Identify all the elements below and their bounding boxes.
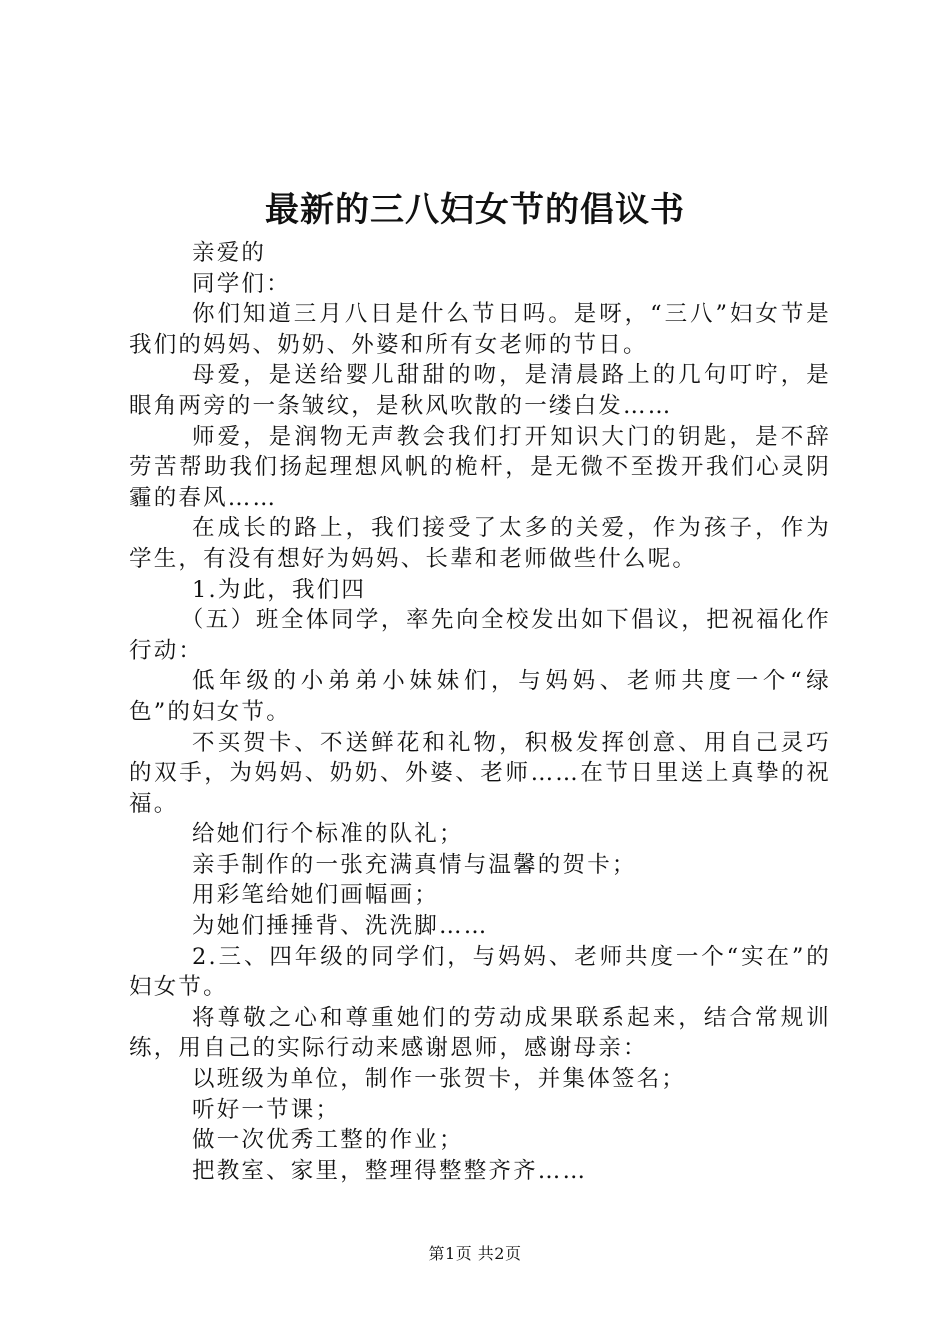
paragraph-respect: 将尊敬之心和尊重她们的劳动成果联系起来，结合常规训练，用自己的实际行动来感谢恩师，感谢母亲： xyxy=(129,1004,831,1062)
salutation-line-2: 同学们： xyxy=(192,270,291,297)
list-item-homework: 做一次优秀工整的作业； xyxy=(192,1127,464,1154)
list-item-back-rub: 为她们捶捶背、洗洗脚…… xyxy=(192,913,489,940)
list-item-tidy: 把教室、家里，整理得整整齐齐…… xyxy=(192,1157,588,1184)
paragraph-teacher-love: 师爱，是润物无声教会我们打开知识大门的钥匙，是不辞劳苦帮助我们扬起理想风帆的桅杆，是无微不至拨开我们心灵阴霾的春风…… xyxy=(129,423,831,511)
page-number-footer: 第1页 共2页 xyxy=(428,1244,522,1263)
list-item-listen: 听好一节课； xyxy=(192,1096,341,1123)
document-body xyxy=(129,238,831,1186)
paragraph-no-gifts: 不买贺卡、不送鲜花和礼物，积极发挥创意、用自己灵巧的双手，为妈妈、奶奶、外婆、老师……在节日里送上真挚的祝福。 xyxy=(129,729,831,817)
list-item-salute: 给她们行个标准的队礼； xyxy=(192,821,464,848)
paragraph-intro: 你们知道三月八日是什么节日吗。是呀，“三八”妇女节是我们的妈妈、奶奶、外婆和所有女老师的节日。 xyxy=(129,301,831,358)
paragraph-item-1-heading: 1.为此，我们四 xyxy=(192,576,367,603)
salutation-line-1: 亲爱的 xyxy=(192,240,267,266)
paragraph-mother-love: 母爱，是送给婴儿甜甜的吻，是清晨路上的几句叮咛，是眼角两旁的一条皱纹，是秋风吹散的一缕白发…… xyxy=(129,362,831,419)
paragraph-green-festival: 低年级的小弟弟小妹妹们，与妈妈、老师共度一个“绿色”的妇女节。 xyxy=(129,668,831,725)
page-title: 最新的三八妇女节的倡议书 xyxy=(265,190,685,230)
paragraph-item-2-heading: 2.三、四年级的同学们，与妈妈、老师共度一个“实在”的妇女节。 xyxy=(129,943,831,1001)
list-item-class-card: 以班级为单位，制作一张贺卡，并集体签名； xyxy=(192,1066,687,1093)
list-item-drawing: 用彩笔给她们画幅画； xyxy=(192,882,440,909)
paragraph-proposal: （五）班全体同学，率先向全校发出如下倡议，把祝福化作行动： xyxy=(129,607,831,664)
list-item-card: 亲手制作的一张充满真情与温馨的贺卡； xyxy=(192,851,637,878)
paragraph-growing-up: 在成长的路上，我们接受了太多的关爱，作为孩子，作为学生，有没有想好为妈妈、长辈和老师做些什么呢。 xyxy=(129,515,831,572)
